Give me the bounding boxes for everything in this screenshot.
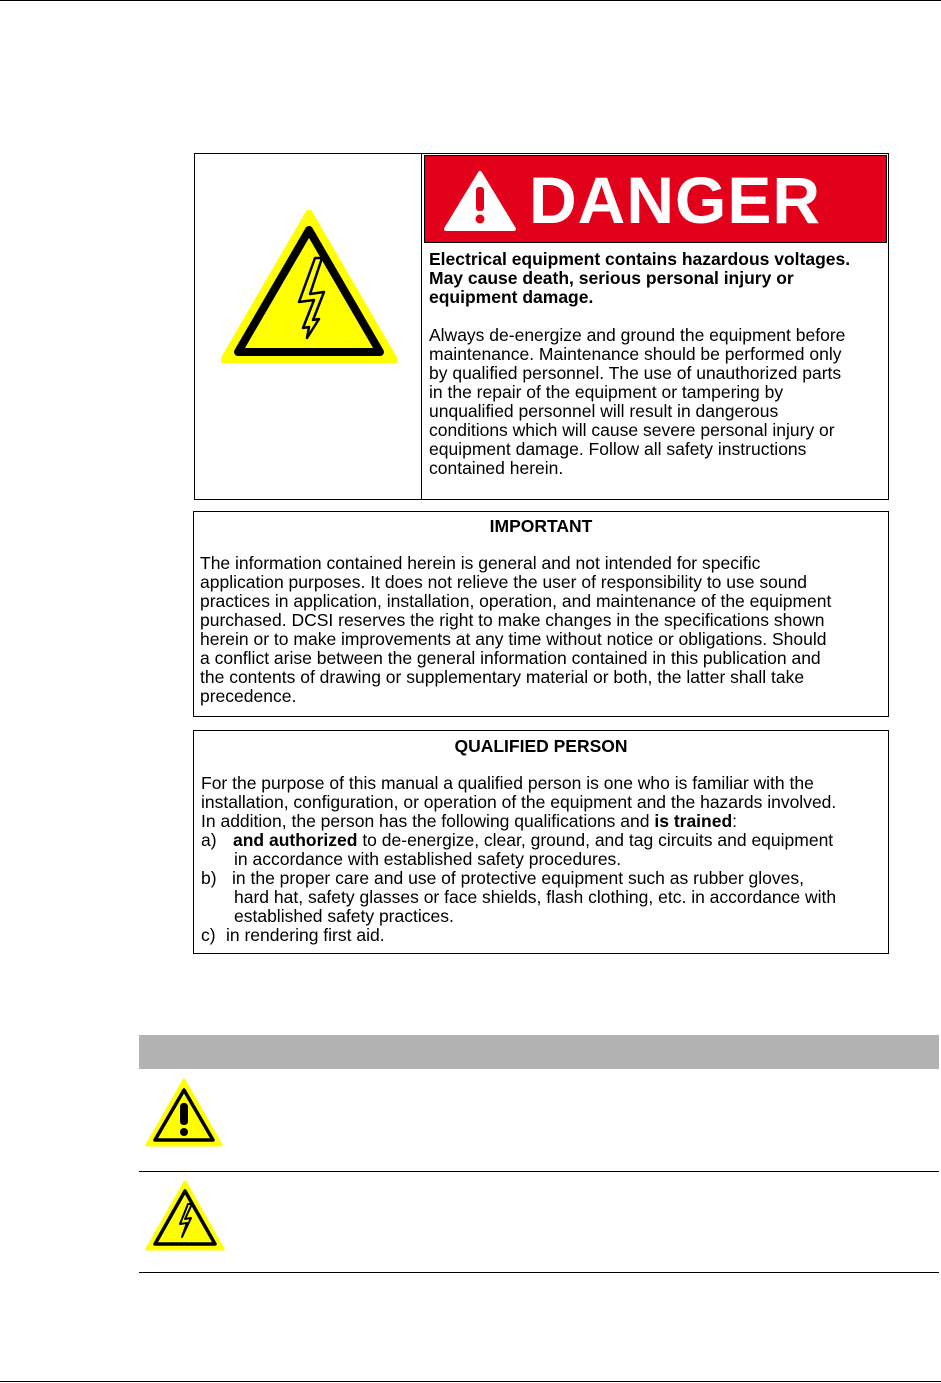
- page-bottom-rule: [0, 1381, 941, 1382]
- exclamation-triangle-icon: [443, 170, 517, 232]
- qualified-person-notice: [193, 730, 889, 954]
- danger-warning-text: Electrical equipment contains hazardous voltages. May cause death, serious personal injury or equipment damage.: [429, 249, 851, 307]
- symbols-table-header: [139, 1035, 939, 1069]
- danger-banner: [424, 155, 887, 243]
- qualified-title: QUALIFIED PERSON: [454, 736, 628, 756]
- qualified-intro: For the purpose of this manual a qualified person is one who is familiar with the installation, configuration, or operation of the equipment and the hazards involved. In addition, the person has the following qualifications and is trained:: [201, 773, 837, 831]
- exclamation-warning-icon: [145, 1078, 223, 1148]
- table-bottom-divider: [139, 1272, 939, 1273]
- important-title: IMPORTANT: [489, 516, 593, 536]
- item-label: c): [201, 925, 216, 945]
- danger-icon-panel: [195, 154, 422, 499]
- danger-instructions-text: Always de-energize and ground the equipment before maintenance. Maintenance should be performed only by qualified personnel. The use of unauthorized parts in the repair of the equipment or tampering by unqualified personnel will result in dangerous conditions which will cause severe personal injury or equipment damage. Follow all safety instructions contained herein.: [429, 325, 846, 478]
- electrical-hazard-icon: [145, 1180, 225, 1252]
- qualification-item-b: b) in the proper care and use of protective equipment such as rubber gloves, hard hat, safety glasses or face shields, flash clothing, etc. in accordance with established safety practices.: [201, 868, 837, 926]
- table-row-divider: [139, 1171, 939, 1172]
- danger-title: DANGER: [529, 163, 822, 237]
- qualification-item-c: c) in rendering first aid.: [201, 925, 385, 945]
- item-label: a): [201, 830, 217, 850]
- page-top-rule: [0, 0, 941, 1]
- shock-hazard-symbol-row: [145, 1180, 225, 1257]
- important-text: The information contained herein is general and not intended for specific application purposes. It does not relieve the user of responsibility to use sound practices in application, installation, operation, and maintenance of the equipment purchased. DCSI reserves the right to make changes in the specifications shown herein or to make improvements at any time without notice or obligations. Should a conflict arise between the general information contained in this publication and the contents of drawing or supplementary material or both, the latter shall take precedence.: [200, 553, 832, 706]
- qualification-item-a: a) and authorized to de-energize, clear, ground, and tag circuits and equipment in accordance with established safety procedures.: [201, 830, 834, 869]
- item-label: b): [201, 868, 217, 888]
- danger-label: [194, 153, 889, 500]
- high-voltage-warning-icon: [221, 210, 397, 366]
- caution-symbol-row: [145, 1078, 223, 1153]
- important-notice: [193, 511, 889, 717]
